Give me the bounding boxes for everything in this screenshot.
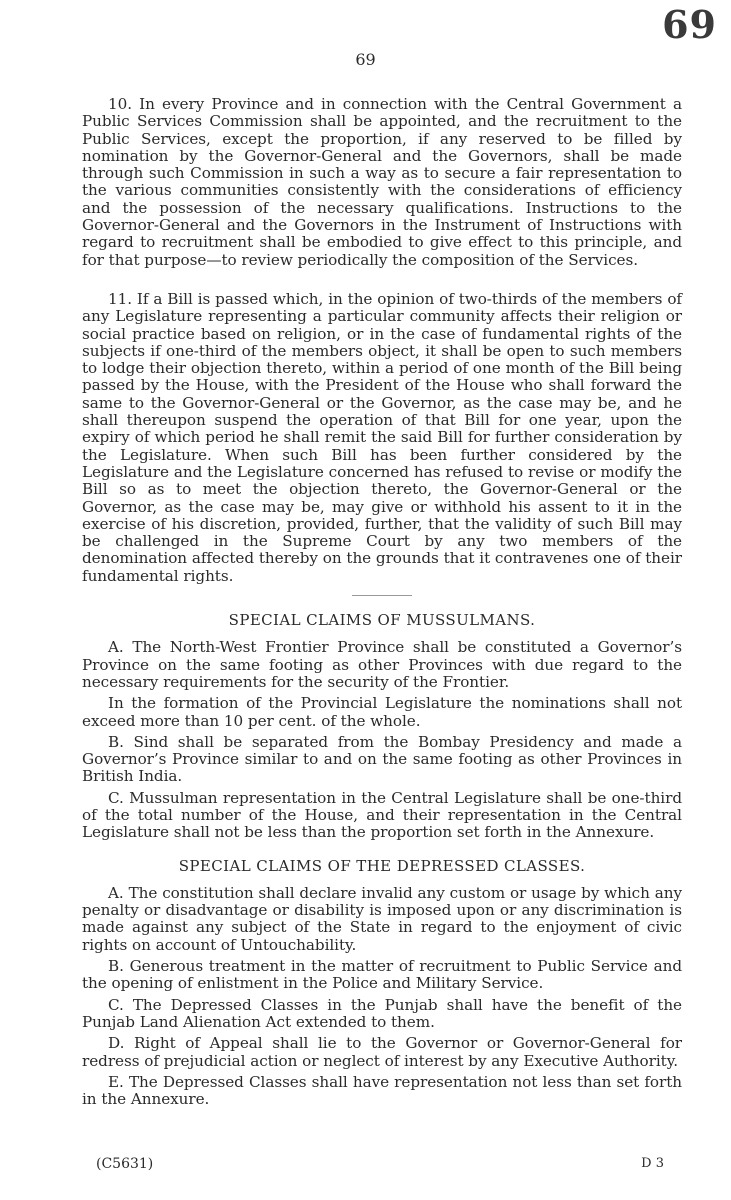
mussulmans-claim-c: C. Mussulman representation in the Central Legislature shall be one-third of the total number of the House, and their representation in the Central Legislature shall not be less than the proportion set forth in the Annexure. <box>82 788 682 842</box>
paragraph-10: 10. In every Province and in connection with the Central Government a Public Services Commission shall be appointed, and the recruitment to the Public Services, except the proportion, if any reserved to be filled by nomination by the Governor-General and the Governors, shall be made through such Commission in such a way as to secure a fair representation to the various communities consistently with the considerations of efficiency and the possession of the necessary qualifications. Instructions to the Governor-General and the Governors in the Instrument of Instructions with regard to recruitment shall be embodied to give effect to this principle, and for that purpose—to review periodically the composition of the Services. <box>82 95 682 269</box>
print-code: (C5631) <box>96 1156 154 1172</box>
signature-mark: D 3 <box>641 1156 664 1171</box>
page-number: 69 <box>355 50 376 69</box>
mussulmans-claim-a-note: In the formation of the Provincial Legislature the nominations shall not exceed more than 10 per cent. of the whole. <box>82 694 682 730</box>
depressed-claim-b: B. Generous treatment in the matter of recruitment to Public Service and the opening of enlistment in the Police and Military Service. <box>82 957 682 993</box>
depressed-claim-a: A. The constitution shall declare invalid any custom or usage by which any penalty or disadvantage or disability is imposed upon or any discrimination is made against any subject of the State in regard to the enjoyment of civic rights on account of Untouchability. <box>82 883 682 954</box>
stamped-page-number: 69 <box>662 2 717 47</box>
heading-mussulmans: SPECIAL CLAIMS OF MUSSULMANS. <box>228 611 536 630</box>
depressed-claim-e: E. The Depressed Classes shall have representation not less than set forth in the Annexure. <box>82 1072 682 1109</box>
mussulmans-claim-a: A. The North-West Frontier Province shall be constituted a Governor’s Province on the same footing as other Provinces with due regard to the necessary requirements for the security of the Frontier. <box>82 638 682 691</box>
depressed-claim-d: D. Right of Appeal shall lie to the Governor or Governor-General for redress of prejudicial action or neglect of interest by any Executive Authority. <box>82 1034 682 1070</box>
mussulmans-claim-b: B. Sind shall be separated from the Bombay Presidency and made a Governor’s Province similar to and on the same footing as other Provinces in British India. <box>82 732 682 786</box>
paragraph-11: 11. If a Bill is passed which, in the opinion of two-thirds of the members of any Legislature representing a particular community affects their religion or social practice based on religion, or in the case of fundamental rights of the subjects if one-third of the members object, it shall be open to such members to lodge their objection thereto, within a period of one month of the Bill being passed by the House, with the President of the House who shall forward the same to the Governor-General or the Governor, as the case may be, and he shall thereupon suspend the operation of that Bill for one year, upon the expiry of which period he shall remit the said Bill for further consideration by the Legislature. When such Bill has been further considered by the Legislature and the Legislature concerned has refused to revise or modify the Bill so as to meet the objection thereto, the Governor-General or the Governor, as the case may be, may give or withhold his assent to it in the exercise of his discretion, provided, further, that the validity of such Bill may be challenged in the Supreme Court by any two members of the denomination affected thereby on the grounds that it contravenes one of their fundamental rights. <box>82 289 682 585</box>
document-body <box>82 96 682 1108</box>
page-footer <box>96 1156 664 1172</box>
section-divider <box>352 595 412 596</box>
depressed-claim-c: C. The Depressed Classes in the Punjab shall have the benefit of the Punjab Land Alienation Act extended to them. <box>82 995 682 1031</box>
heading-depressed-classes: SPECIAL CLAIMS OF THE DEPRESSED CLASSES. <box>178 856 586 875</box>
